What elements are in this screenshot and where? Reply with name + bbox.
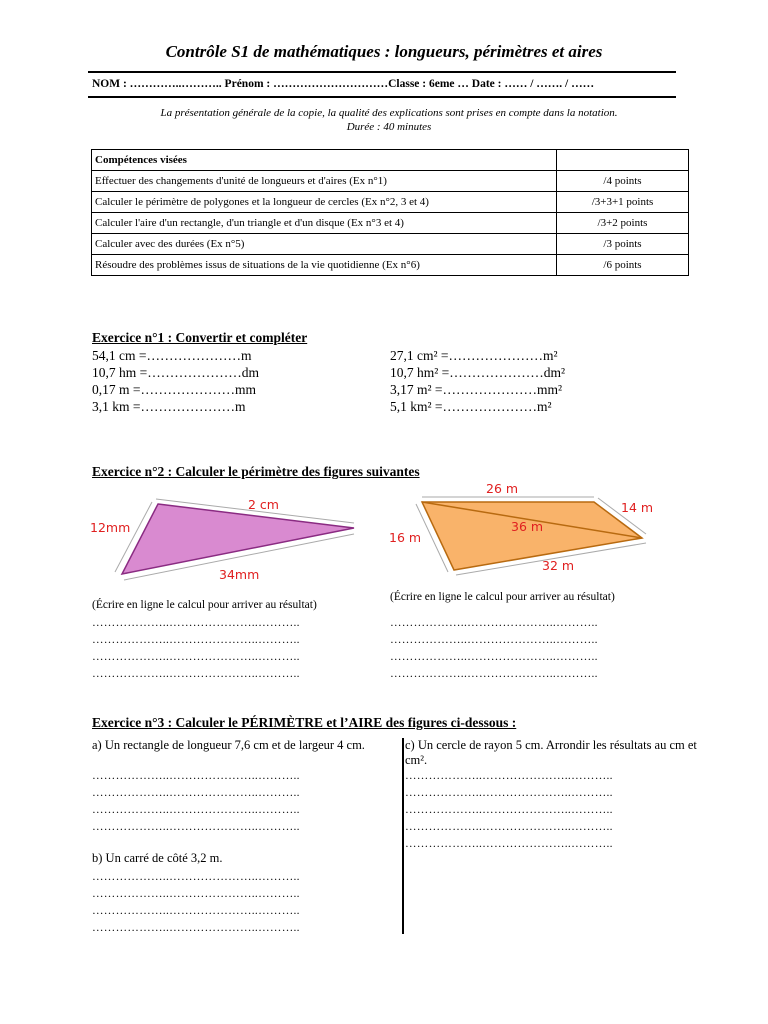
answer-line: ………………..…………………..……….. [92, 651, 300, 663]
competences-table [91, 149, 689, 276]
instruction-right: (Écrire en ligne le calcul pour arriver au résultat) [390, 591, 615, 603]
answer-line: ………………..…………………..……….. [405, 787, 613, 799]
quadrilateral-figure [384, 478, 664, 578]
triangle-figure [86, 488, 366, 584]
answer-line: ………………..…………………..……….. [405, 804, 613, 816]
conversion-item: 10,7 hm =…………………dm [92, 365, 259, 380]
quad-side-left-label: 16 m [389, 530, 422, 545]
competence-label: Calculer l'aire d'un rectangle, d'un triangle et d'un disque (Ex n°3 et 4) [92, 213, 557, 234]
table-header-row [92, 150, 689, 171]
answer-line: ………………..…………………..……….. [390, 668, 598, 680]
answer-line: ………………..…………………..……….. [405, 821, 613, 833]
conversion-item: 0,17 m =…………………mm [92, 382, 256, 397]
competence-points: /4 points [557, 171, 689, 192]
competence-label: Calculer le périmètre de polygones et la longueur de cercles (Ex n°2, 3 et 4) [92, 192, 557, 213]
triangle-side-left-label: 12mm [90, 520, 131, 535]
table-header-points [557, 150, 689, 171]
triangle-side-top-label: 2 cm [248, 497, 279, 512]
answer-line: ………………..…………………..……….. [390, 617, 598, 629]
conversion-item: 10,7 hm² =…………………dm² [390, 365, 566, 380]
exercise-2-title: Exercice n°2 : Calculer le périmètre des figures suivantes [92, 464, 420, 479]
competence-label: Effectuer des changements d'unité de longueurs et d'aires (Ex n°1) [92, 171, 557, 192]
answer-line: ………………..…………………..……….. [405, 770, 613, 782]
answer-line: ………………..…………………..……….. [390, 651, 598, 663]
task-a-rectangle: a) Un rectangle de longueur 7,6 cm et de largeur 4 cm. [92, 738, 365, 752]
conversion-item: 27,1 cm² =…………………m² [390, 348, 558, 363]
table-row [92, 171, 689, 192]
table-row [92, 234, 689, 255]
competence-points: /3+2 points [557, 213, 689, 234]
task-b-square: b) Un carré de côté 3,2 m. [92, 851, 223, 865]
student-id-line: NOM : …………..……….. Prénom : …………………………Classe : 6eme … Date : …… / ……. / …… [92, 78, 595, 90]
answer-line: ………………..…………………..……….. [92, 905, 300, 917]
table-row [92, 213, 689, 234]
exercise-3-title: Exercice n°3 : Calculer le PÉRIMÈTRE et l’AIRE des figures ci-dessous : [92, 715, 517, 730]
quad-diagonal-label: 36 m [511, 519, 544, 534]
exercise-1-title: Exercice n°1 : Convertir et compléter [92, 330, 308, 345]
answer-line: ………………..…………………..……….. [92, 787, 300, 799]
quad-side-top-label: 26 m [486, 481, 519, 496]
competence-label: Résoudre des problèmes issus de situations de la vie quotidienne (Ex n°6) [92, 255, 557, 276]
task-c-circle: c) Un cercle de rayon 5 cm. Arrondir les résultats au cm et cm². [405, 738, 697, 767]
table-header-label: Compétences visées [92, 150, 557, 171]
table-row [92, 255, 689, 276]
answer-line: ………………..…………………..……….. [92, 804, 300, 816]
answer-line: ………………..…………………..……….. [92, 770, 300, 782]
answer-line: ………………..…………………..……….. [92, 617, 300, 629]
table-row [92, 192, 689, 213]
competence-points: /3 points [557, 234, 689, 255]
competence-points: /3+3+1 points [557, 192, 689, 213]
instruction-left: (Écrire en ligne le calcul pour arriver au résultat) [92, 599, 317, 611]
answer-line: ………………..…………………..……….. [92, 871, 300, 883]
conversion-item: 3,1 km =…………………m [92, 399, 246, 414]
page-title: Contrôle S1 de mathématiques : longueurs, périmètres et aires [165, 42, 603, 61]
triangle-shape [122, 504, 354, 574]
answer-line: ………………..…………………..……….. [92, 922, 300, 934]
quad-side-right-label: 14 m [621, 500, 654, 515]
answer-line: ………………..…………………..……….. [405, 838, 613, 850]
quad-side-bottom-label: 32 m [542, 558, 575, 573]
column-divider [402, 738, 404, 934]
conversion-item: 54,1 cm =…………………m [92, 348, 252, 363]
presentation-note: La présentation générale de la copie, la qualité des explications sont prises en compte dans la notation. [160, 107, 618, 119]
answer-line: ………………..…………………..……….. [390, 634, 598, 646]
competence-label: Calculer avec des durées (Ex n°5) [92, 234, 557, 255]
id-rule [88, 96, 676, 98]
top-rule [88, 71, 676, 73]
answer-line: ………………..…………………..……….. [92, 888, 300, 900]
triangle-side-bottom-label: 34mm [219, 567, 260, 582]
duration-note: Durée : 40 minutes [346, 121, 432, 133]
answer-line: ………………..…………………..……….. [92, 821, 300, 833]
quadrilateral-shape [422, 502, 642, 570]
answer-line: ………………..…………………..……….. [92, 634, 300, 646]
competence-points: /6 points [557, 255, 689, 276]
conversion-item: 5,1 km² =…………………m² [390, 399, 552, 414]
answer-line: ………………..…………………..……….. [92, 668, 300, 680]
conversion-item: 3,17 m² =…………………mm² [390, 382, 563, 397]
